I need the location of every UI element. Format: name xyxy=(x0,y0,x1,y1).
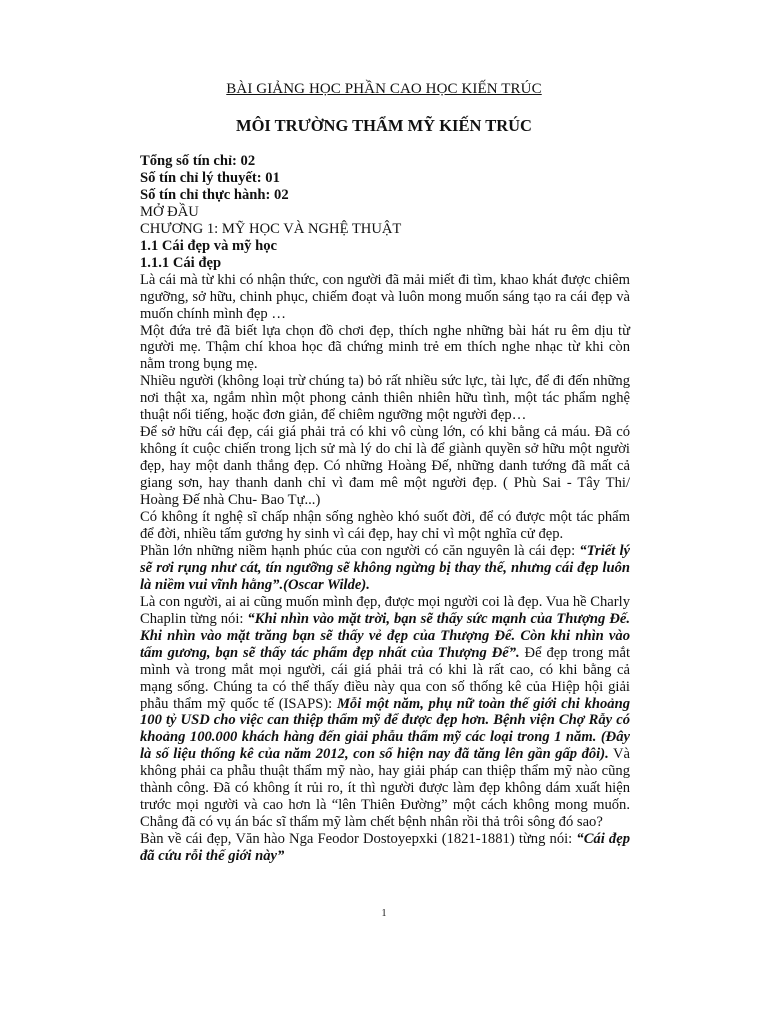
paragraph-1: Là cái mà từ khi có nhận thức, con người đã mải miết đi tìm, khao khát được chiêm ngưỡng, sở hữu, chinh phục, chiếm đoạt và luôn mong muốn sáng tạo ra cái đẹp và muốn chính mình đẹp … xyxy=(140,271,630,322)
paragraph-7-end: Và không phải ca phẫu thuật thẩm mỹ nào, hay giải pháp can thiệp thẩm mỹ nào cũng thành công. Đã có không ít rủi ro, ít thì người được làm đẹp không dám xuất hiện trước mọi người và cao hơn là “lên Thiên Đường” một cách không mong muốn. Chẳng đã có vụ án bác sĩ thẩm mỹ làm chết bệnh nhân rồi thả trôi sông đó sao? xyxy=(140,746,630,831)
credits-total: Tổng số tín chỉ: 02 xyxy=(140,153,256,169)
isaps-statistics: Mỗi một năm, phụ nữ toàn thế giới chi khoảng 100 tỷ USD cho việc can thiệp thẩm mỹ để được đẹp hơn. Bệnh viện Chợ Rẫy có khoảng 100.000 khách hàng đến giải phẫu thẩm mỹ các loại trong 1 năm. (Đây là số liệu thống kê của năm 2012, con số hiện nay đã tăng lên gần gấp đôi). xyxy=(140,695,630,763)
paragraph-6-text: Phần lớn những niềm hạnh phúc của con người có căn nguyên là cái đẹp: xyxy=(140,542,580,559)
paragraph-2: Một đứa trẻ đã biết lựa chọn đồ chơi đẹp, thích nghe những bài hát ru êm dịu từ người mẹ. Thậm chí khoa học đã chứng minh trẻ em thích nghe nhạc từ khi còn nằm trong bụng mẹ. xyxy=(140,322,630,373)
intro-heading: MỞ ĐẦU xyxy=(140,203,199,220)
dostoevsky-quote: “Cái đẹp đã cứu rỗi thế giới này” xyxy=(140,831,630,865)
document-body xyxy=(140,153,630,865)
document-title: MÔI TRƯỜNG THẨM MỸ KIẾN TRÚC xyxy=(236,116,532,135)
course-title: BÀI GIẢNG HỌC PHẦN CAO HỌC KIẾN TRÚC xyxy=(226,81,542,97)
chapter-heading: CHƯƠNG 1: MỸ HỌC VÀ NGHỆ THUẬT xyxy=(140,220,402,237)
paragraph-8-text: Bàn về cái đẹp, Văn hào Nga Feodor Dostoyepxki (1821-1881) từng nói: xyxy=(140,831,577,848)
credits-practice: Số tín chỉ thực hành: 02 xyxy=(140,186,289,203)
paragraph-5: Có không ít nghệ sĩ chấp nhận sống nghèo khó suốt đời, để có được một tác phẩm để đời, nhiều tấm gương hy sinh vì cái đẹp, hay chỉ vì một nghĩa cử đẹp. xyxy=(140,509,630,542)
paragraph-3: Nhiều người (không loại trừ chúng ta) bỏ rất nhiều sức lực, tài lực, để đi đến những nơi thật xa, ngắm nhìn một phong cảnh thiên nhiên hữu tình, một tác phẩm nghệ thuật nổi tiếng, hoặc đơn giản, để chiêm ngưỡng một người đẹp… xyxy=(140,373,630,424)
paragraph-4: Để sở hữu cái đẹp, cái giá phải trả có khi vô cùng lớn, có khi bằng cả máu. Đã có không ít cuộc chiến trong lịch sử mà lý do chỉ là để giành quyền sở hữu một người đẹp, hay một danh thắng đẹp. Có những Hoàng Đế, những danh tướng đã mất cả giang sơn, hay thanh danh chỉ vì đam mê một người đẹp. ( Phù Sai - Tây Thi/ Hoàng Đế nhà Chu- Bao Tự...) xyxy=(140,424,630,509)
paragraph-8 xyxy=(140,831,630,865)
paragraph-7-middle: Để đẹp trong mắt mình và trong mắt mọi người, cái giá phải trả có khi là rất cao, có khi bằng cả mạng sống. Chúng ta có thể thấy điều này qua con số thống kê của Hiệp hội giải phẫu thẩm mỹ quốc tế (ISAPS): xyxy=(140,644,631,712)
subsection-heading: 1.1.1 Cái đẹp xyxy=(140,254,222,271)
paragraph-7 xyxy=(140,594,630,831)
chaplin-quote: “Khi nhìn vào mặt trời, bạn sẽ thấy sức mạnh của Thượng Đế. Khi nhìn vào mặt trăng bạn sẽ thấy vẻ đẹp của Thượng Đế. Còn khi nhìn vào tấm gương, bạn sẽ thấy tác phẩm đẹp nhất của Thượng Đế”. xyxy=(140,610,630,661)
section-heading: 1.1 Cái đẹp và mỹ học xyxy=(140,237,278,254)
oscar-wilde-quote: “Triết lý sẽ rơi rụng như cát, tín ngưỡng sẽ không ngừng bị thay thế, nhưng cái đẹp luôn là niềm vui vĩnh hằng”.(Oscar Wilde). xyxy=(140,542,630,593)
paragraph-6 xyxy=(140,543,630,594)
paragraph-7-intro: Là con người, ai ai cũng muốn mình đẹp, được mọi người coi là đẹp. Vua hề Charly Chaplin từng nói: xyxy=(140,593,630,627)
page-number: 1 xyxy=(381,908,387,919)
credits-theory: Số tín chỉ lý thuyết: 01 xyxy=(140,169,280,186)
